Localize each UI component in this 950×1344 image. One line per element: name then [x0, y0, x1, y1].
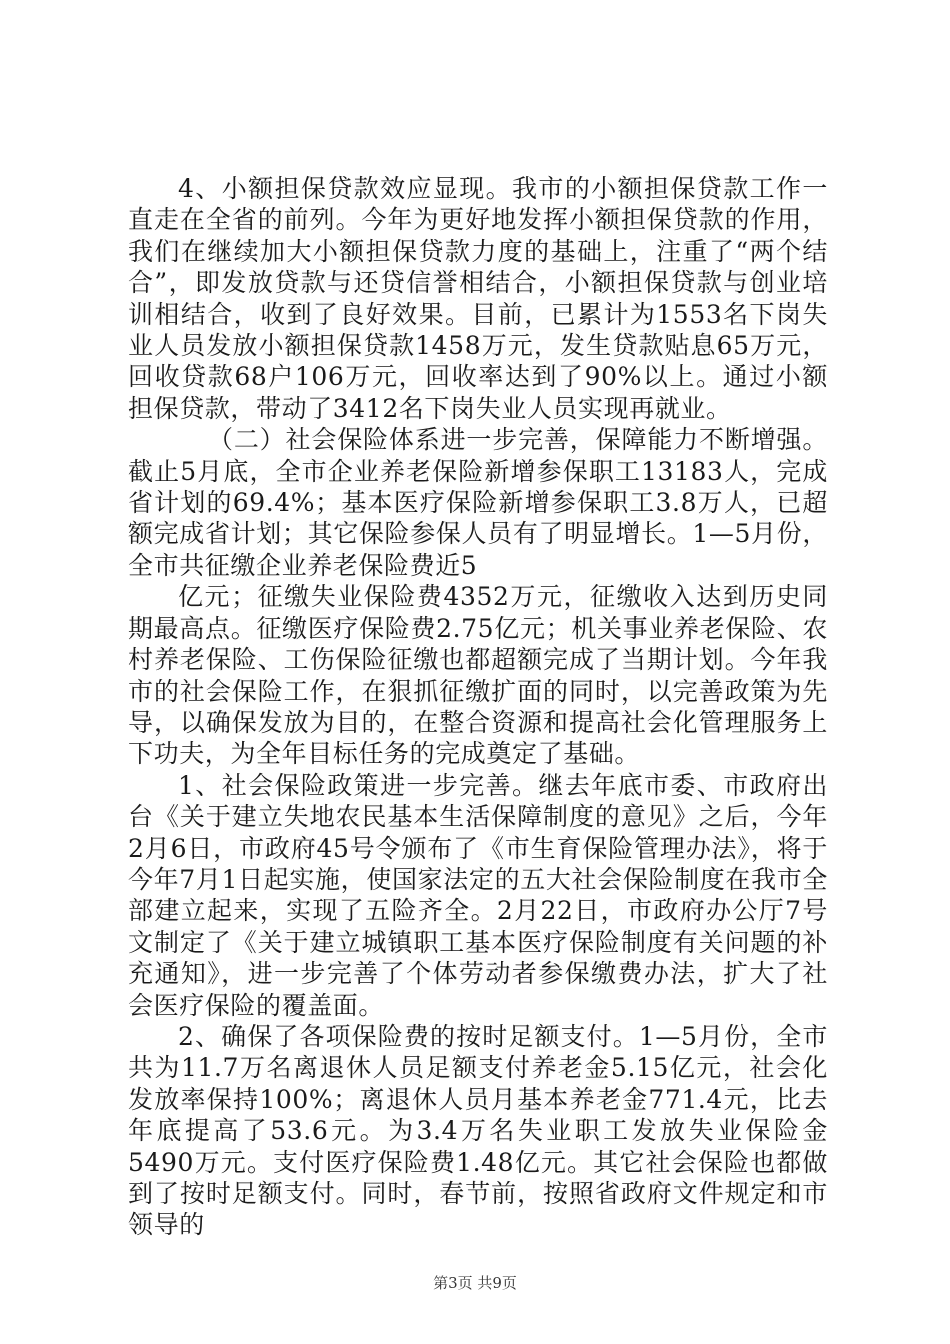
- page-footer: 第3页 共9页: [433, 1274, 517, 1292]
- paragraph-loan-effect: 4、小额担保贷款效应显现。我市的小额担保贷款工作一直走在全省的前列。今年为更好地发挥小额担保贷款的作用，我们在继续加大小额担保贷款力度的基础上，注重了“两个结合”，即发放贷款与还贷信誉相结合，小额担保贷款与创业培训相结合，收到了良好效果。目前，已累计为1553名下岗失业人员发放小额担保贷款1458万元，发生贷款贴息65万元，回收贷款68户106万元，回收率达到了90%以上。通过小额担保贷款，带动了3412名下岗失业人员实现再就业。: [128, 174, 828, 423]
- paragraph-insurance-collection: 亿元；征缴失业保险费4352万元，征缴收入达到历史同期最高点。征缴医疗保险费2.75亿元；机关事业养老保险、农村养老保险、工伤保险征缴也都超额完成了当期计划。今年我市的社会保险工作，在狠抓征缴扩面的同时，以完善政策为先导，以确保发放为目的，在整合资源和提高社会化管理服务上下功夫，为全年目标任务的完成奠定了基础。: [128, 582, 828, 769]
- paragraph-social-insurance-system: （二）社会保险体系进一步完善，保障能力不断增强。截止5月底，全市企业养老保险新增参保职工13183人，完成省计划的69.4%；基本医疗保险新增参保职工3.8万人，已超额完成省计划；其它保险参保人员有了明显增长。1—5月份，全市共征缴企业养老保险费近5: [128, 425, 828, 580]
- document-body: [128, 173, 828, 1241]
- paragraph-payment-guarantee: 2、确保了各项保险费的按时足额支付。1—5月份，全市共为11.7万名离退休人员足额支付养老金5.15亿元，社会化发放率保持100%；离退休人员月基本养老金771.4元，比去年底提高了53.6元。为3.4万名失业职工发放失业保险金5490万元。支付医疗保险费1.48亿元。其它社会保险也都做到了按时足额支付。同时，春节前，按照省政府文件规定和市领导的: [128, 1021, 828, 1240]
- paragraph-policy-improvement: 1、社会保险政策进一步完善。继去年底市委、市政府出台《关于建立失地农民基本生活保障制度的意见》之后，今年2月6日，市政府45号令颁布了《市生育保险管理办法》，将于今年7月1日起实施，使国家法定的五大社会保险制度在我市全部建立起来，实现了五险齐全。2月22日，市政府办公厅7号文制定了《关于建立城镇职工基本医疗保险制度有关问题的补充通知》，进一步完善了个体劳动者参保缴费办法，扩大了社会医疗保险的覆盖面。: [128, 770, 828, 1020]
